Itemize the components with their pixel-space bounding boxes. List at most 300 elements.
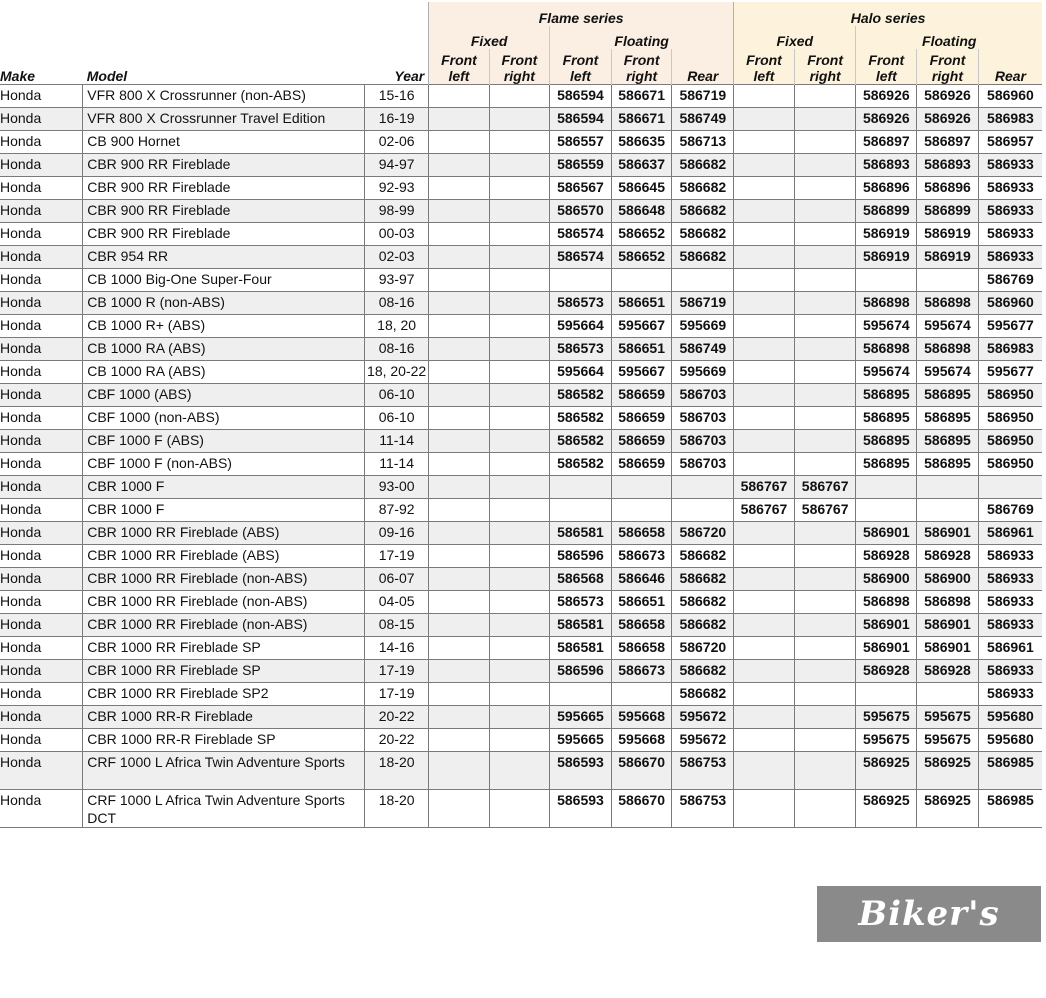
halo-part-number-cell: 586960 bbox=[978, 85, 1042, 108]
year-cell: 08-16 bbox=[365, 292, 429, 315]
flame-series-heading: Flame series bbox=[429, 2, 734, 26]
halo-part-number-cell: 586895 bbox=[856, 453, 917, 476]
halo-part-number-cell: 586925 bbox=[856, 790, 917, 828]
halo-part-number-cell bbox=[794, 683, 856, 706]
halo-part-number-cell bbox=[734, 683, 795, 706]
flame-part-number-cell bbox=[429, 545, 489, 568]
halo-part-number-cell: 586950 bbox=[978, 430, 1042, 453]
table-row bbox=[0, 200, 1042, 223]
halo-part-number-cell: 586925 bbox=[856, 752, 917, 790]
flame-part-number-cell bbox=[672, 269, 734, 292]
halo-part-number-cell: 586933 bbox=[978, 660, 1042, 683]
table-row bbox=[0, 177, 1042, 200]
flame-part-number-cell bbox=[429, 637, 489, 660]
flame-part-number-cell: 595665 bbox=[550, 729, 612, 752]
year-cell: 20-22 bbox=[365, 706, 429, 729]
make-cell: Honda bbox=[0, 269, 83, 292]
flame-part-number-cell: 586682 bbox=[672, 568, 734, 591]
flame-part-number-cell bbox=[672, 499, 734, 522]
year-cell: 20-22 bbox=[365, 729, 429, 752]
halo-part-number-cell: 586985 bbox=[978, 790, 1042, 828]
halo-part-number-cell: 586985 bbox=[978, 752, 1042, 790]
halo-part-number-cell: 586919 bbox=[917, 223, 979, 246]
flame-part-number-cell: 586682 bbox=[672, 614, 734, 637]
year-cell: 06-10 bbox=[365, 384, 429, 407]
flame-part-number-cell bbox=[429, 683, 489, 706]
table-row bbox=[0, 292, 1042, 315]
flame-part-number-cell: 586651 bbox=[611, 338, 672, 361]
flame-part-number-cell bbox=[429, 177, 489, 200]
flame-part-number-cell bbox=[429, 85, 489, 108]
year-cell: 18, 20 bbox=[365, 315, 429, 338]
flame-part-number-cell: 586570 bbox=[550, 200, 612, 223]
flame-part-number-cell: 586658 bbox=[611, 637, 672, 660]
halo-part-number-cell bbox=[794, 614, 856, 637]
make-cell: Honda bbox=[0, 499, 83, 522]
table-row bbox=[0, 568, 1042, 591]
flame-part-number-cell bbox=[429, 430, 489, 453]
year-cell: 16-19 bbox=[365, 108, 429, 131]
flame-part-number-cell bbox=[429, 790, 489, 828]
flame-part-number-cell: 586682 bbox=[672, 200, 734, 223]
flame-part-number-cell bbox=[489, 384, 549, 407]
flame-part-number-cell bbox=[429, 315, 489, 338]
flame-part-number-cell bbox=[489, 430, 549, 453]
table-row bbox=[0, 407, 1042, 430]
halo-part-number-cell: 595675 bbox=[917, 706, 979, 729]
halo-part-number-cell: 586900 bbox=[856, 568, 917, 591]
halo-floating-rear-header: Rear bbox=[978, 49, 1042, 85]
halo-part-number-cell: 586898 bbox=[856, 292, 917, 315]
model-cell: VFR 800 X Crossrunner Travel Edition bbox=[83, 108, 365, 131]
flame-fixed-heading: Fixed bbox=[429, 26, 550, 49]
model-cell: CBF 1000 F (ABS) bbox=[83, 430, 365, 453]
flame-part-number-cell: 586559 bbox=[550, 154, 612, 177]
model-cell: CBR 1000 RR Fireblade SP bbox=[83, 660, 365, 683]
halo-part-number-cell bbox=[734, 223, 795, 246]
halo-part-number-cell bbox=[734, 338, 795, 361]
halo-part-number-cell: 586898 bbox=[917, 338, 979, 361]
halo-part-number-cell: 586895 bbox=[856, 384, 917, 407]
flame-part-number-cell bbox=[489, 522, 549, 545]
table-row bbox=[0, 591, 1042, 614]
flame-part-number-cell bbox=[489, 223, 549, 246]
table-row bbox=[0, 614, 1042, 637]
model-cell: CBR 1000 RR Fireblade SP2 bbox=[83, 683, 365, 706]
flame-part-number-cell: 586596 bbox=[550, 545, 612, 568]
flame-part-number-cell: 586582 bbox=[550, 407, 612, 430]
halo-part-number-cell: 586919 bbox=[856, 246, 917, 269]
model-cell: CBR 1000 RR Fireblade SP bbox=[83, 637, 365, 660]
make-cell: Honda bbox=[0, 85, 83, 108]
flame-part-number-cell: 586593 bbox=[550, 790, 612, 828]
make-cell: Honda bbox=[0, 131, 83, 154]
model-cell: CBR 1000 F bbox=[83, 476, 365, 499]
flame-part-number-cell bbox=[489, 453, 549, 476]
flame-part-number-cell bbox=[429, 131, 489, 154]
halo-part-number-cell bbox=[734, 522, 795, 545]
halo-part-number-cell: 586899 bbox=[917, 200, 979, 223]
halo-part-number-cell bbox=[917, 476, 979, 499]
table-row bbox=[0, 660, 1042, 683]
flame-part-number-cell: 586582 bbox=[550, 430, 612, 453]
halo-floating-heading: Floating bbox=[856, 26, 1042, 49]
table-row bbox=[0, 269, 1042, 292]
make-cell: Honda bbox=[0, 706, 83, 729]
flame-part-number-cell: 586658 bbox=[611, 522, 672, 545]
model-cell: CBR 900 RR Fireblade bbox=[83, 154, 365, 177]
halo-part-number-cell: 586767 bbox=[734, 499, 795, 522]
flame-part-number-cell bbox=[489, 752, 549, 790]
halo-part-number-cell: 586900 bbox=[917, 568, 979, 591]
flame-part-number-cell bbox=[489, 177, 549, 200]
halo-part-number-cell: 586925 bbox=[917, 752, 979, 790]
table-row bbox=[0, 683, 1042, 706]
halo-part-number-cell: 595674 bbox=[856, 361, 917, 384]
halo-part-number-cell bbox=[794, 591, 856, 614]
flame-part-number-cell: 586573 bbox=[550, 292, 612, 315]
halo-part-number-cell bbox=[856, 499, 917, 522]
model-column-header: Model bbox=[86, 68, 128, 84]
flame-part-number-cell: 595664 bbox=[550, 361, 612, 384]
halo-part-number-cell bbox=[794, 729, 856, 752]
year-cell: 02-03 bbox=[365, 246, 429, 269]
table-row bbox=[0, 223, 1042, 246]
year-cell: 17-19 bbox=[365, 683, 429, 706]
make-cell: Honda bbox=[0, 522, 83, 545]
flame-part-number-cell: 586659 bbox=[611, 384, 672, 407]
halo-part-number-cell: 595675 bbox=[856, 706, 917, 729]
halo-part-number-cell: 586933 bbox=[978, 246, 1042, 269]
flame-part-number-cell: 595668 bbox=[611, 729, 672, 752]
halo-part-number-cell bbox=[794, 790, 856, 828]
halo-part-number-cell bbox=[794, 660, 856, 683]
halo-part-number-cell: 586983 bbox=[978, 108, 1042, 131]
halo-part-number-cell bbox=[794, 338, 856, 361]
flame-part-number-cell: 586703 bbox=[672, 384, 734, 407]
halo-part-number-cell bbox=[794, 545, 856, 568]
flame-part-number-cell: 586659 bbox=[611, 430, 672, 453]
model-cell: CBR 900 RR Fireblade bbox=[83, 223, 365, 246]
flame-part-number-cell: 595669 bbox=[672, 361, 734, 384]
make-cell: Honda bbox=[0, 752, 83, 790]
halo-part-number-cell: 586928 bbox=[917, 660, 979, 683]
halo-part-number-cell: 586950 bbox=[978, 407, 1042, 430]
flame-part-number-cell: 586635 bbox=[611, 131, 672, 154]
halo-part-number-cell bbox=[734, 729, 795, 752]
model-cell: CBR 900 RR Fireblade bbox=[83, 177, 365, 200]
bikers-store-logo: Biker's Store bbox=[817, 886, 1041, 942]
halo-part-number-cell: 586926 bbox=[917, 108, 979, 131]
table-row bbox=[0, 499, 1042, 522]
model-cell: CBR 1000 RR Fireblade (non-ABS) bbox=[83, 568, 365, 591]
make-cell: Honda bbox=[0, 683, 83, 706]
halo-part-number-cell bbox=[734, 200, 795, 223]
halo-part-number-cell bbox=[734, 752, 795, 790]
flame-part-number-cell: 586670 bbox=[611, 752, 672, 790]
flame-part-number-cell bbox=[489, 154, 549, 177]
flame-part-number-cell: 586652 bbox=[611, 223, 672, 246]
flame-part-number-cell: 595665 bbox=[550, 706, 612, 729]
halo-part-number-cell: 586961 bbox=[978, 637, 1042, 660]
flame-part-number-cell: 595672 bbox=[672, 729, 734, 752]
year-cell: 93-97 bbox=[365, 269, 429, 292]
flame-part-number-cell bbox=[489, 315, 549, 338]
flame-part-number-cell: 586719 bbox=[672, 292, 734, 315]
model-cell: CBF 1000 F (non-ABS) bbox=[83, 453, 365, 476]
flame-part-number-cell: 586582 bbox=[550, 453, 612, 476]
flame-part-number-cell bbox=[489, 338, 549, 361]
halo-part-number-cell: 586896 bbox=[856, 177, 917, 200]
halo-part-number-cell: 595675 bbox=[917, 729, 979, 752]
flame-part-number-cell bbox=[489, 790, 549, 828]
halo-part-number-cell: 595674 bbox=[917, 361, 979, 384]
halo-part-number-cell: 586901 bbox=[917, 522, 979, 545]
halo-part-number-cell: 595680 bbox=[978, 729, 1042, 752]
flame-part-number-cell: 586659 bbox=[611, 407, 672, 430]
flame-part-number-cell bbox=[429, 706, 489, 729]
halo-part-number-cell bbox=[734, 430, 795, 453]
flame-part-number-cell bbox=[429, 407, 489, 430]
halo-part-number-cell bbox=[734, 85, 795, 108]
make-cell: Honda bbox=[0, 246, 83, 269]
make-cell: Honda bbox=[0, 292, 83, 315]
table-row bbox=[0, 522, 1042, 545]
make-cell: Honda bbox=[0, 223, 83, 246]
halo-part-number-cell bbox=[856, 683, 917, 706]
halo-part-number-cell bbox=[734, 614, 795, 637]
halo-series-heading: Halo series bbox=[734, 2, 1042, 26]
halo-part-number-cell bbox=[917, 269, 979, 292]
flame-part-number-cell: 586568 bbox=[550, 568, 612, 591]
flame-part-number-cell: 586581 bbox=[550, 522, 612, 545]
model-cell: CBR 1000 RR Fireblade (non-ABS) bbox=[83, 614, 365, 637]
flame-part-number-cell: 586594 bbox=[550, 85, 612, 108]
year-column-header: Year bbox=[394, 68, 425, 84]
flame-part-number-cell bbox=[429, 223, 489, 246]
make-cell: Honda bbox=[0, 430, 83, 453]
make-cell: Honda bbox=[0, 568, 83, 591]
halo-part-number-cell: 586950 bbox=[978, 384, 1042, 407]
flame-part-number-cell: 586713 bbox=[672, 131, 734, 154]
halo-part-number-cell: 586895 bbox=[856, 407, 917, 430]
flame-part-number-cell bbox=[429, 200, 489, 223]
halo-part-number-cell: 586925 bbox=[917, 790, 979, 828]
halo-part-number-cell bbox=[917, 499, 979, 522]
flame-part-number-cell bbox=[489, 683, 549, 706]
halo-part-number-cell bbox=[734, 246, 795, 269]
halo-part-number-cell bbox=[734, 177, 795, 200]
flame-part-number-cell bbox=[429, 108, 489, 131]
model-cell: CB 1000 RA (ABS) bbox=[83, 338, 365, 361]
halo-part-number-cell bbox=[734, 637, 795, 660]
table-row bbox=[0, 430, 1042, 453]
halo-part-number-cell: 586933 bbox=[978, 223, 1042, 246]
flame-part-number-cell: 586749 bbox=[672, 108, 734, 131]
flame-part-number-cell: 586703 bbox=[672, 453, 734, 476]
halo-part-number-cell: 586898 bbox=[917, 292, 979, 315]
flame-part-number-cell: 586682 bbox=[672, 591, 734, 614]
flame-part-number-cell: 586582 bbox=[550, 384, 612, 407]
halo-part-number-cell: 595677 bbox=[978, 315, 1042, 338]
make-cell: Honda bbox=[0, 315, 83, 338]
model-cell: CBR 954 RR bbox=[83, 246, 365, 269]
halo-part-number-cell bbox=[794, 85, 856, 108]
halo-part-number-cell bbox=[734, 706, 795, 729]
flame-part-number-cell: 586682 bbox=[672, 246, 734, 269]
year-cell: 04-05 bbox=[365, 591, 429, 614]
halo-part-number-cell: 586895 bbox=[856, 430, 917, 453]
flame-part-number-cell: 595668 bbox=[611, 706, 672, 729]
halo-part-number-cell bbox=[794, 177, 856, 200]
halo-part-number-cell: 586893 bbox=[856, 154, 917, 177]
flame-part-number-cell bbox=[611, 683, 672, 706]
flame-fixed-front-right-header: Front right bbox=[489, 49, 549, 85]
year-cell: 06-10 bbox=[365, 407, 429, 430]
flame-part-number-cell: 586581 bbox=[550, 637, 612, 660]
table-row bbox=[0, 729, 1042, 752]
flame-part-number-cell bbox=[429, 568, 489, 591]
model-cell: CB 1000 Big-One Super-Four bbox=[83, 269, 365, 292]
flame-part-number-cell: 586593 bbox=[550, 752, 612, 790]
flame-part-number-cell bbox=[429, 338, 489, 361]
halo-part-number-cell bbox=[794, 246, 856, 269]
flame-part-number-cell: 586574 bbox=[550, 223, 612, 246]
make-cell: Honda bbox=[0, 637, 83, 660]
flame-part-number-cell: 586682 bbox=[672, 223, 734, 246]
flame-part-number-cell: 586581 bbox=[550, 614, 612, 637]
flame-part-number-cell bbox=[429, 292, 489, 315]
halo-part-number-cell bbox=[734, 269, 795, 292]
year-cell: 98-99 bbox=[365, 200, 429, 223]
halo-part-number-cell: 586901 bbox=[856, 637, 917, 660]
flame-part-number-cell bbox=[489, 292, 549, 315]
halo-part-number-cell bbox=[794, 752, 856, 790]
halo-part-number-cell bbox=[734, 790, 795, 828]
halo-part-number-cell: 586769 bbox=[978, 269, 1042, 292]
halo-part-number-cell: 586769 bbox=[978, 499, 1042, 522]
halo-part-number-cell: 586893 bbox=[917, 154, 979, 177]
flame-part-number-cell: 586594 bbox=[550, 108, 612, 131]
halo-part-number-cell bbox=[794, 292, 856, 315]
year-cell: 18-20 bbox=[365, 790, 429, 828]
halo-part-number-cell: 586961 bbox=[978, 522, 1042, 545]
year-cell: 11-14 bbox=[365, 430, 429, 453]
make-cell: Honda bbox=[0, 453, 83, 476]
halo-part-number-cell bbox=[794, 706, 856, 729]
halo-part-number-cell: 586933 bbox=[978, 683, 1042, 706]
table-row bbox=[0, 361, 1042, 384]
table-row bbox=[0, 545, 1042, 568]
halo-part-number-cell: 586898 bbox=[856, 338, 917, 361]
make-cell: Honda bbox=[0, 384, 83, 407]
model-cell: CBR 1000 F bbox=[83, 499, 365, 522]
flame-part-number-cell bbox=[429, 522, 489, 545]
flame-part-number-cell bbox=[611, 269, 672, 292]
halo-part-number-cell: 586901 bbox=[856, 614, 917, 637]
flame-floating-front-right-header: Front right bbox=[611, 49, 672, 85]
flame-floating-rear-header: Rear bbox=[672, 49, 734, 85]
halo-part-number-cell bbox=[794, 568, 856, 591]
halo-part-number-cell bbox=[794, 269, 856, 292]
year-cell: 14-16 bbox=[365, 637, 429, 660]
halo-part-number-cell bbox=[794, 154, 856, 177]
halo-part-number-cell bbox=[734, 453, 795, 476]
flame-part-number-cell: 586749 bbox=[672, 338, 734, 361]
table-row bbox=[0, 706, 1042, 729]
table-row bbox=[0, 790, 1042, 828]
halo-part-number-cell: 586950 bbox=[978, 453, 1042, 476]
halo-part-number-cell bbox=[856, 476, 917, 499]
halo-part-number-cell: 595675 bbox=[856, 729, 917, 752]
halo-part-number-cell bbox=[978, 476, 1042, 499]
flame-part-number-cell: 586596 bbox=[550, 660, 612, 683]
flame-part-number-cell bbox=[429, 269, 489, 292]
year-cell: 94-97 bbox=[365, 154, 429, 177]
flame-part-number-cell bbox=[429, 453, 489, 476]
flame-part-number-cell bbox=[489, 108, 549, 131]
model-cell: CBR 1000 RR-R Fireblade SP bbox=[83, 729, 365, 752]
halo-part-number-cell: 586933 bbox=[978, 614, 1042, 637]
make-cell: Honda bbox=[0, 729, 83, 752]
halo-part-number-cell bbox=[734, 361, 795, 384]
make-cell: Honda bbox=[0, 200, 83, 223]
flame-part-number-cell: 586682 bbox=[672, 660, 734, 683]
year-cell: 06-07 bbox=[365, 568, 429, 591]
halo-part-number-cell bbox=[734, 315, 795, 338]
model-cell: CRF 1000 L Africa Twin Adventure Sports DCT bbox=[83, 790, 365, 828]
halo-part-number-cell: 586919 bbox=[917, 246, 979, 269]
flame-part-number-cell bbox=[489, 706, 549, 729]
flame-part-number-cell: 586703 bbox=[672, 407, 734, 430]
halo-part-number-cell bbox=[794, 407, 856, 430]
model-cell: CBR 1000 RR Fireblade (ABS) bbox=[83, 522, 365, 545]
year-cell: 93-00 bbox=[365, 476, 429, 499]
table-row bbox=[0, 154, 1042, 177]
flame-part-number-cell bbox=[429, 246, 489, 269]
table-row bbox=[0, 85, 1042, 108]
halo-part-number-cell: 586895 bbox=[917, 407, 979, 430]
model-cell: CRF 1000 L Africa Twin Adventure Sports bbox=[83, 752, 365, 790]
halo-part-number-cell: 595674 bbox=[856, 315, 917, 338]
halo-part-number-cell bbox=[794, 522, 856, 545]
year-cell: 00-03 bbox=[365, 223, 429, 246]
flame-part-number-cell: 586645 bbox=[611, 177, 672, 200]
flame-part-number-cell: 586573 bbox=[550, 338, 612, 361]
halo-part-number-cell bbox=[734, 154, 795, 177]
model-cell: CBF 1000 (ABS) bbox=[83, 384, 365, 407]
halo-part-number-cell bbox=[734, 568, 795, 591]
flame-part-number-cell: 586720 bbox=[672, 637, 734, 660]
halo-part-number-cell: 586895 bbox=[917, 430, 979, 453]
flame-part-number-cell bbox=[429, 660, 489, 683]
halo-part-number-cell: 586957 bbox=[978, 131, 1042, 154]
year-cell: 09-16 bbox=[365, 522, 429, 545]
model-cell: CBR 1000 RR-R Fireblade bbox=[83, 706, 365, 729]
flame-part-number-cell bbox=[550, 476, 612, 499]
flame-part-number-cell bbox=[489, 269, 549, 292]
halo-part-number-cell bbox=[734, 545, 795, 568]
halo-part-number-cell: 586897 bbox=[856, 131, 917, 154]
halo-part-number-cell: 586933 bbox=[978, 200, 1042, 223]
flame-part-number-cell: 586671 bbox=[611, 85, 672, 108]
flame-part-number-cell bbox=[429, 476, 489, 499]
flame-part-number-cell bbox=[429, 614, 489, 637]
make-cell: Honda bbox=[0, 591, 83, 614]
flame-part-number-cell: 586753 bbox=[672, 790, 734, 828]
flame-part-number-cell bbox=[489, 660, 549, 683]
flame-part-number-cell bbox=[611, 499, 672, 522]
